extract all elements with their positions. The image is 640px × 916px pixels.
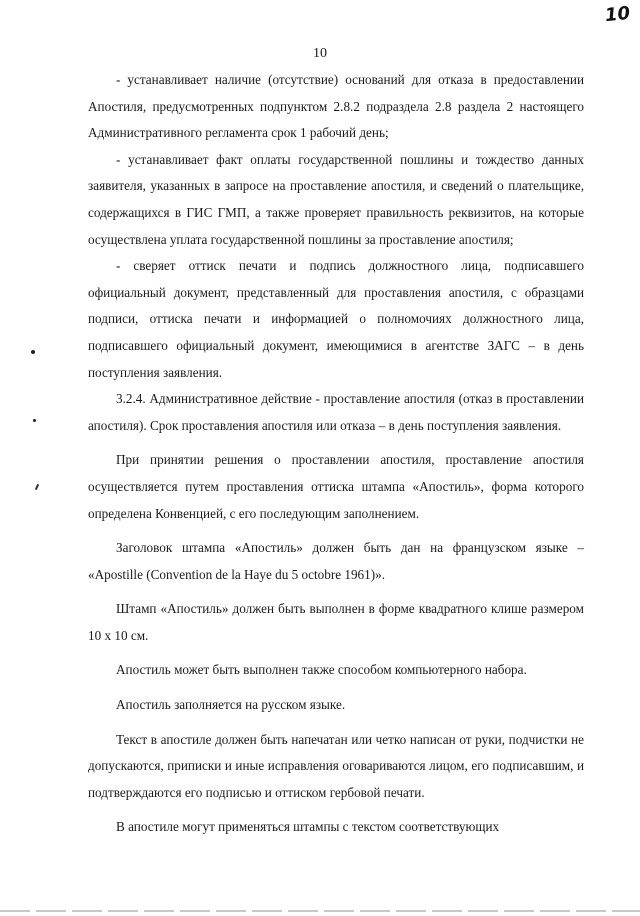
- scan-edge-line: [0, 910, 640, 912]
- paragraph-7: Штамп «Апостиль» должен быть выполнен в форме квадратного клише размером 10 х 10 см.: [88, 601, 584, 643]
- paragraph-6: Заголовок штампа «Апостиль» должен быть дан на французском языке – «Apostille (Convention de la Haye du 5 octobre 1961)».: [88, 540, 584, 582]
- paragraph-11: В апостиле могут применяться штампы с текстом соответствующих: [116, 819, 500, 835]
- paragraph-10: Текст в апостиле должен быть напечатан или четко написан от руки, подчистки не допускаются, приписки и иные исправления оговариваются лицом, его подписавшим, и подтверждаются его подписью и оттиском гербовой печати.: [88, 731, 584, 800]
- scan-mark: [35, 484, 39, 490]
- paragraph-5: При принятии решения о проставлении апостиля, проставление апостиля осуществляется путем проставления оттиска штампа «Апостиль», форма которого определена Конвенцией, с его последующим заполнением.: [88, 452, 584, 521]
- paragraph-3: - сверяет оттиск печати и подпись должностного лица, подписавшего официальный документ, представленный для проставления апостиля, с образцами подписи, оттиска печати и информацией о полномочиях должностного лица, подписавшего официальный документ, имеющимися в агентстве ЗАГС – в день поступления заявления.: [88, 258, 584, 380]
- scan-speck-2: [33, 419, 36, 422]
- scan-speck-1: [31, 350, 35, 354]
- paragraph-4: 3.2.4. Административное действие - проставление апостиля (отказ в проставлении апостиля). Срок проставления апостиля или отказа – в день поступления заявления.: [88, 391, 584, 433]
- page-number: 10: [313, 46, 327, 61]
- handwritten-page-number: 10: [603, 2, 632, 27]
- document-body: [88, 67, 584, 841]
- paragraph-9: Апостиль заполняется на русском языке.: [116, 697, 346, 713]
- paragraph-8: Апостиль может быть выполнен также способом компьютерного набора.: [116, 662, 527, 678]
- paragraph-2: - устанавливает факт оплаты государственной пошлины и тождество данных заявителя, указанных в запросе на проставление апостиля, и сведений о плательщике, содержащихся в ГИС ГМП, а также проверяет правильность реквизитов, на которые осуществлена уплата государственной пошлины за проставление апостиля;: [88, 151, 584, 247]
- paragraph-1: - устанавливает наличие (отсутствие) оснований для отказа в предоставлении Апостиля, предусмотренных подпунктом 2.8.2 подраздела 2.8 раздела 2 настоящего Административного регламента срок 1 рабочий день;: [88, 72, 584, 141]
